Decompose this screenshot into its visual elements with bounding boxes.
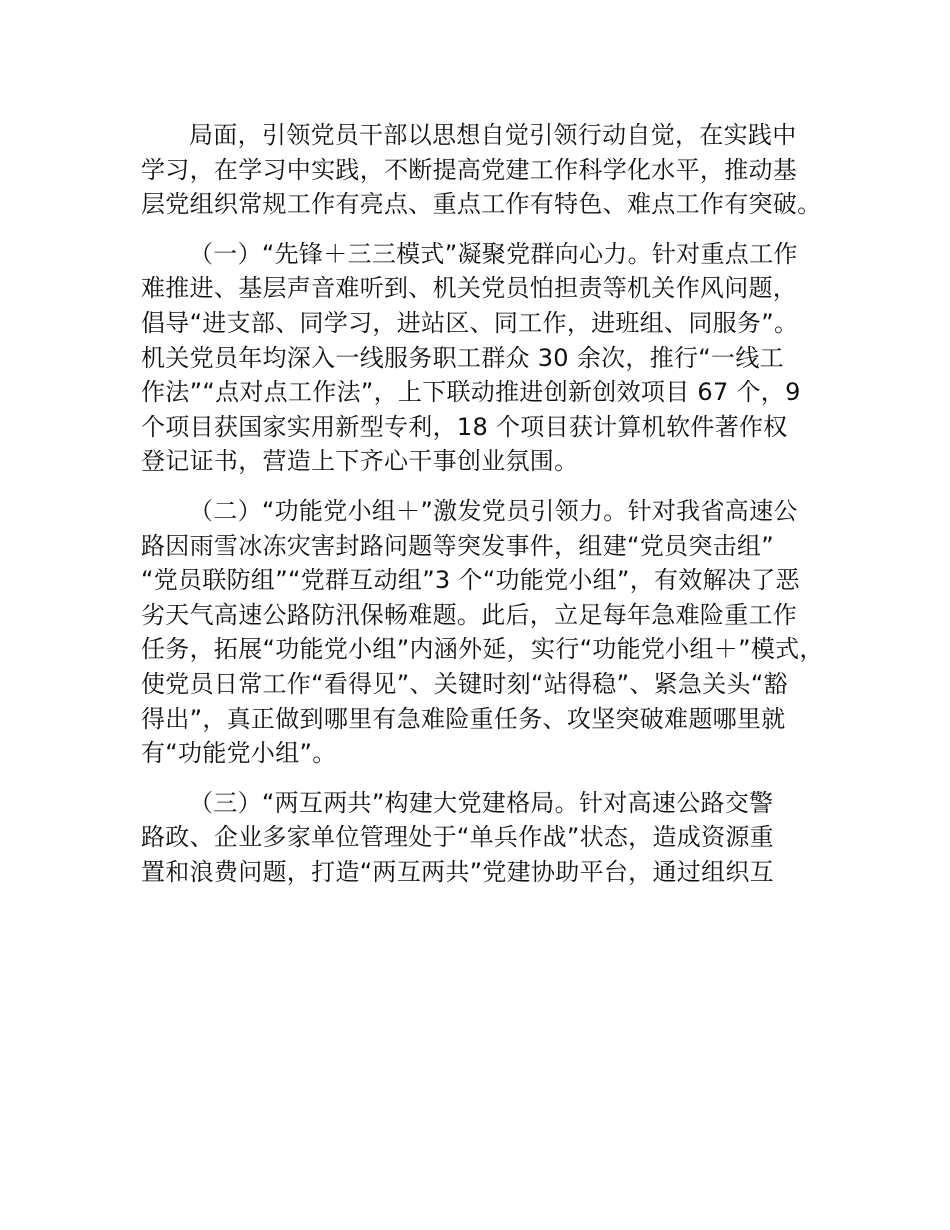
paragraph-section-two (141, 494, 841, 771)
text-line: 倡导“进支部、同学习，进站区、同工作，进班组、同服务”。 (141, 308, 799, 337)
text-line: 使党员日常工作“看得见”、关键时刻“站得稳”、紧急关头“豁 (141, 669, 788, 698)
text-line: （一）“先锋＋三三模式”凝聚党群向心力。针对重点工作 (189, 239, 798, 268)
text-line: 登记证书，营造上下齐心干事创业氛围。 (141, 447, 579, 476)
text-line: 作法”“点对点工作法”，上下联动推进创新创效项目 67 个，9 (141, 378, 801, 407)
text-line: 路因雨雪冰冻灾害封路问题等突发事件，组建“党员突击组” (141, 531, 774, 560)
text-line: 有“功能党小组”。 (141, 739, 337, 768)
text-line: 学习，在学习中实践，不断提高党建工作科学化水平，推动基 (141, 155, 798, 184)
text-line: 置和浪费问题，打造“两互两共”党建协助平台，通过组织互 (141, 857, 774, 886)
text-line: 个项目获国家实用新型专利，18 个项目获计算机软件著作权 (141, 412, 788, 441)
text-line: 层党组织常规工作有亮点、重点工作有特色、难点工作有突破。 (141, 190, 822, 219)
paragraph-section-one (141, 237, 841, 479)
text-line: 任务，拓展“功能党小组”内涵外延，实行“功能党小组＋”模式， (141, 635, 824, 664)
text-line: “党员联防组”“党群互动组”3 个“功能党小组”，有效解决了恶 (141, 566, 800, 595)
paragraph-section-three (141, 786, 841, 890)
text-line: 机关党员年均深入一线服务职工群众 30 余次，推行“一线工 (141, 343, 784, 372)
text-line: 局面，引领党员干部以思想自觉引领行动自觉，在实践中 (189, 121, 797, 149)
paragraph-intro-continued (141, 118, 841, 222)
document-body (141, 118, 841, 889)
text-line: 路政、企业多家单位管理处于“单兵作战”状态，造成资源重 (141, 823, 774, 852)
text-line: 劣天气高速公路防汛保畅难题。此后，立足每年急难险重工作 (141, 600, 798, 629)
text-line: 得出”，真正做到哪里有急难险重任务、攻坚突破难题哪里就 (141, 704, 786, 733)
text-line: （三）“两互两共”构建大党建格局。针对高速公路交警 (189, 788, 774, 817)
text-line: 难推进、基层声音难听到、机关党员怕担责等机关作风问题， (141, 274, 798, 303)
text-line: （二）“功能党小组＋”激发党员引领力。针对我省高速公 (189, 496, 798, 525)
